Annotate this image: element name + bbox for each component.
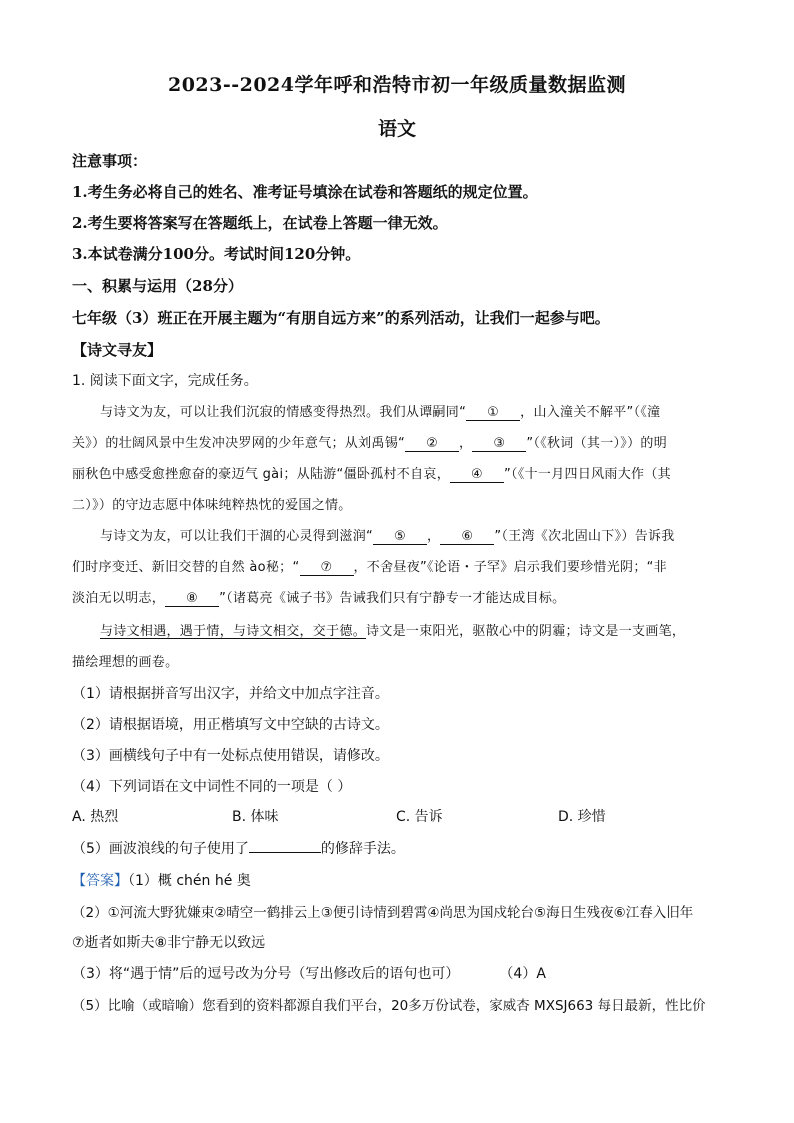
task-5-blank xyxy=(249,852,321,853)
task-1: （1）请根据拼音写出汉字，并给文中加点字注音。 xyxy=(72,686,389,702)
underlined-sentence: 与诗文相遇，遇于情，与诗文相交，交于德。 xyxy=(100,624,367,639)
question-1-stem: 1. 阅读下面文字，完成任务。 xyxy=(72,373,258,389)
exam-title: 2023--2024学年呼和浩特市初一年级质量数据监测 xyxy=(167,74,627,96)
task-5: （5）画波浪线的句子使用了 的修辞手法。 xyxy=(72,841,405,857)
passage-line: 淡泊无以明志， ⑧ ”（诸葛亮《诫子书》告诫我们只有宁静专一才能达成目标。 xyxy=(72,591,566,606)
passage-line: 二）》）的守边志愿中体味纯粹热忱的爱国之情。 xyxy=(72,498,352,513)
passage-line: 与诗文为友，可以让我们干涸的心灵得到滋润“ ⑤ ， ⑥ ”（王湾《次北固山下》）告诉我 xyxy=(100,529,675,544)
blank-8: ⑧ xyxy=(165,591,219,607)
choice-a: A. 热烈 xyxy=(72,809,119,825)
passage-line: 关》）的壮阔风景中生发冲决罗网的少年意气；从刘禹锡“ ② ， ③ ”（《秋词（其一）》）的明 xyxy=(72,436,667,451)
blank-7: ⑦ xyxy=(300,560,354,576)
answer-line-2: （2）①河流大野犹嫌束②晴空一鹤排云上③便引诗情到碧霄④尚思为国戍轮台⑤海日生残夜⑥江春入旧年 xyxy=(72,905,694,921)
blank-6: ⑥ xyxy=(440,529,494,545)
choice-c: C. 告诉 xyxy=(396,809,443,825)
task-3: （3）画横线句子中有一处标点使用错误，请修改。 xyxy=(72,748,389,764)
choice-list xyxy=(72,806,732,826)
passage-line: 与诗文相遇，遇于情，与诗文相交，交于德。诗文是一束阳光，驱散心中的阴霾；诗文是一支画笔， xyxy=(100,624,686,639)
passage-line: 丽秋色中感受愈挫愈奋的豪迈气 gài；从陆游“僵卧孤村不自哀， ④ ”（《十一月四日风雨大作（其 xyxy=(72,467,671,482)
blank-2: ② xyxy=(405,436,459,452)
note-item-2: 2.考生要将答案写在答题纸上，在试卷上答题一律无效。 xyxy=(72,214,448,232)
answer-line-4: （3）将“遇于情”后的逗号改为分号（写出修改后的语句也可） （4）A xyxy=(72,966,546,982)
subsection-heading: 【诗文寻友】 xyxy=(72,341,163,359)
blank-1: ① xyxy=(466,405,520,421)
note-item-3: 3.本试卷满分100分。考试时间120分钟。 xyxy=(72,245,361,263)
answer-line-3: ⑦逝者如斯夫⑧非宁静无以致远 xyxy=(72,935,266,951)
blank-3: ③ xyxy=(472,436,526,452)
answer-tag: 【答案】 xyxy=(72,873,128,889)
notes-heading: 注意事项： xyxy=(72,152,148,170)
note-item-1: 1.考生务必将自己的姓名、准考证号填涂在试卷和答题纸的规定位置。 xyxy=(72,183,538,201)
activity-intro: 七年级（3）班正在开展主题为“有朋自远方来”的系列活动，让我们一起参与吧。 xyxy=(72,309,610,327)
answer-line-5: （5）比喻（或暗喻）您看到的资料都源自我们平台，20多万份试卷，家威杏 MXSJ663 每日最新，性比价 xyxy=(72,998,706,1014)
section-heading: 一、积累与运用（28分） xyxy=(72,277,243,295)
wavy-sentence-end: 描绘理想的画卷。 xyxy=(72,655,179,670)
passage-line: 们时序变迁、新旧交替的自然 ào秘；“ ⑦ ，不舍昼夜”《论语・子罕》启示我们要珍惜光阴；“非 xyxy=(72,560,667,575)
subject-title: 语文 xyxy=(377,118,416,140)
answer-line-1: 【答案】（1）概 chén hé 奥 xyxy=(72,873,251,889)
choice-d: D. 珍惜 xyxy=(558,809,606,825)
task-4: （4）下列词语在文中词性不同的一项是（ ） xyxy=(72,779,352,795)
blank-5: ⑤ xyxy=(373,529,427,545)
blank-4: ④ xyxy=(450,467,504,483)
passage-line xyxy=(72,651,734,670)
wavy-sentence-start: 诗文是一支画笔， xyxy=(578,624,686,639)
choice-b: B. 体味 xyxy=(232,809,279,825)
passage-line: 与诗文为友，可以让我们沉寂的情感变得热烈。我们从谭嗣同“ ① ，山入潼关不解平”（《潼 xyxy=(100,405,661,420)
task-2: （2）请根据语境，用正楷填写文中空缺的古诗文。 xyxy=(72,717,389,733)
